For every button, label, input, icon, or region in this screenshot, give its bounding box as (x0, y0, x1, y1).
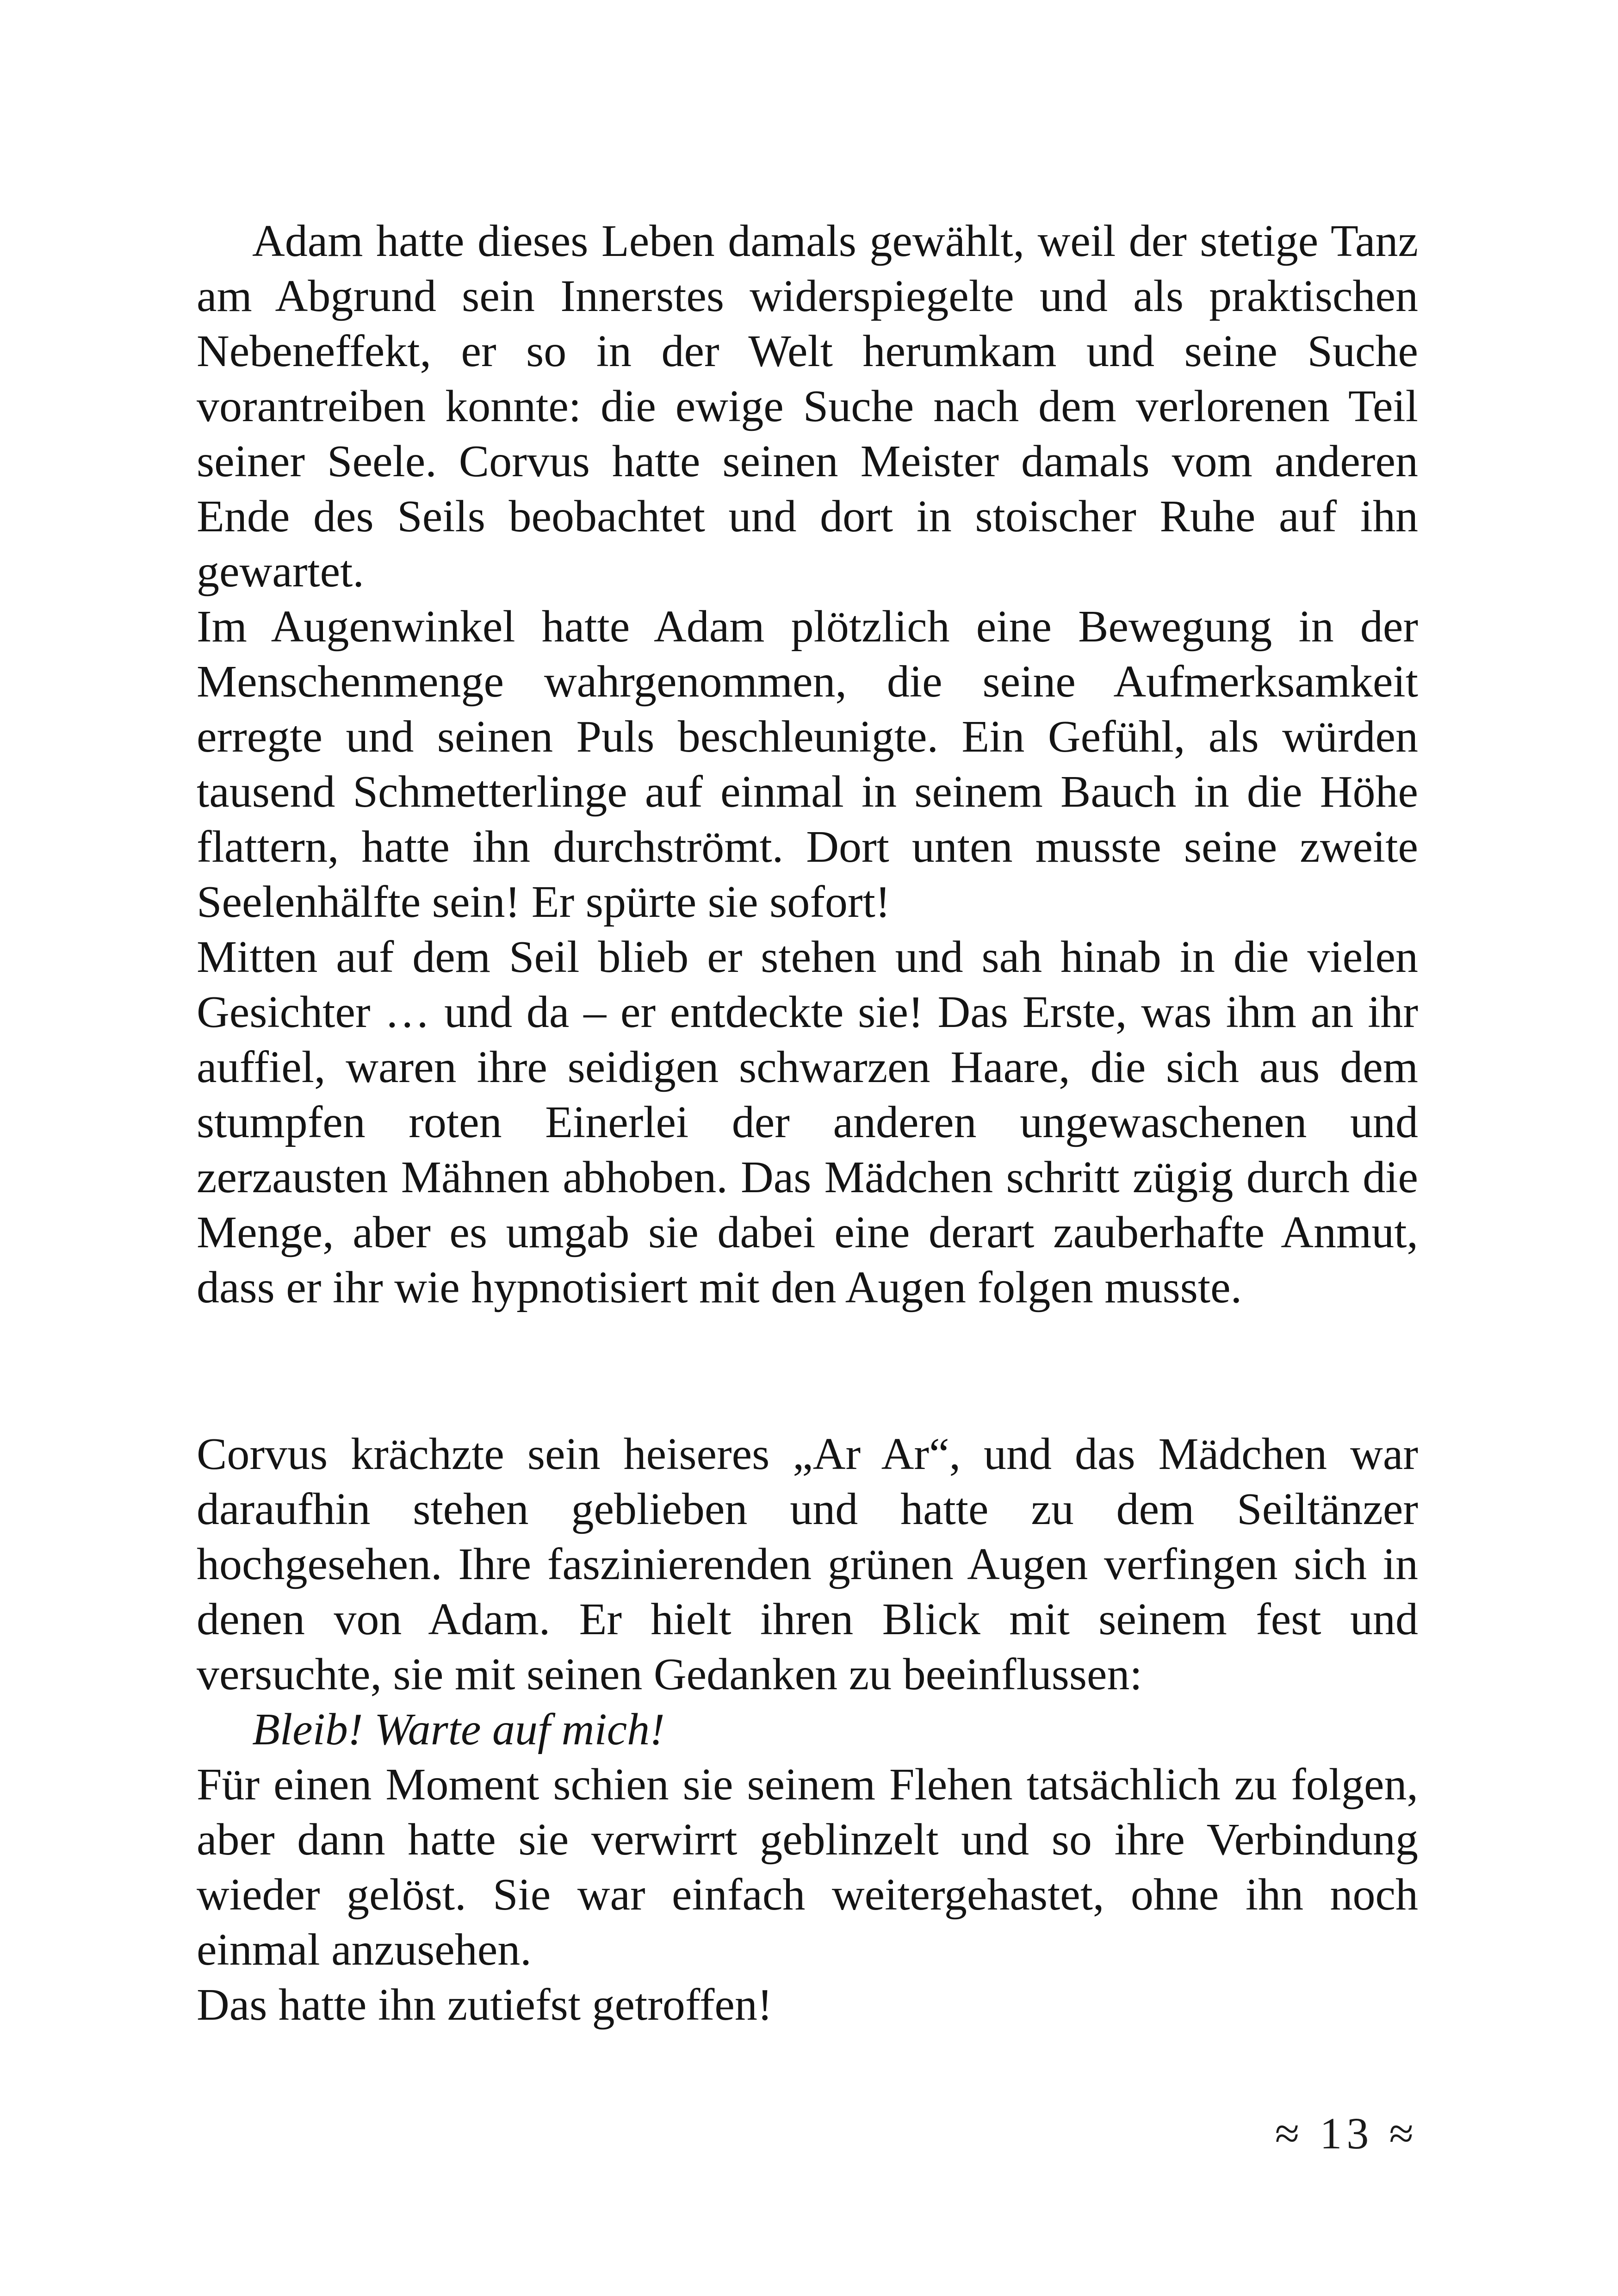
paragraph-4: Corvus krächzte sein heiseres „Ar Ar“, und das Mädchen war daraufhin stehen geblieben und hatte zu dem Seiltänzer hochgesehen. Ihre faszinierenden grünen Augen verfingen sich in denen von Adam. Er hielt ihren Blick mit seinem fest und versuchte, sie mit seinen Gedanken zu beeinflussen: (197, 1429, 1418, 1699)
italic-thought: Bleib! Warte auf mich! (252, 1705, 665, 1755)
paragraph-3: Mitten auf dem Seil blieb er stehen und sah hinab in die vielen Gesichter … und da – er entdeckte sie! Das Erste, was ihm an ihr auffiel, waren ihre seidigen schwarzen Haare, die sich aus dem stumpfen roten Einerlei der anderen ungewaschenen und zerzausten Mähnen abhoben. Das Mädchen schritt zügig durch die Menge, aber es umgab sie dabei eine derart zauberhafte Anmut, dass er ihr wie hypnotisiert mit den Augen folgen musste. (197, 932, 1418, 1313)
paragraph-2: Im Augenwinkel hatte Adam plötzlich eine Bewegung in der Menschenmenge wahrgenommen, die seine Aufmerksamkeit erregte und seinen Puls beschleunigte. Ein Gefühl, als würden tausend Schmetterlinge auf einmal in seinem Bauch in die Höhe flattern, hatte ihn durchströmt. Dort unten musste seine zweite Seelenhälfte sein! Er spürte sie sofort! (197, 602, 1418, 927)
paragraph-6: Das hatte ihn zutiefst getroffen! (197, 1980, 773, 2030)
paragraph-5: Für einen Moment schien sie seinem Flehen tatsächlich zu folgen, aber dann hatte sie verwirrt geblinzelt und so ihre Verbindung wieder gelöst. Sie war einfach weitergehastet, ohne ihn noch einmal anzusehen. (197, 1760, 1418, 1975)
page-number: ≈ 13 ≈ (1275, 2109, 1418, 2158)
body-text (197, 214, 1418, 2033)
paragraph-1: Adam hatte dieses Leben damals gewählt, weil der stetige Tanz am Abgrund sein Innerstes widerspiegelte und als praktischen Nebeneffekt, er so in der Welt herumkam und seine Suche vorantreiben konnte: die ewige Suche nach dem verlorenen Teil seiner Seele. Corvus hatte seinen Meister damals vom anderen Ende des Seils beobachtet und dort in stoischer Ruhe auf ihn gewartet. (197, 216, 1418, 597)
